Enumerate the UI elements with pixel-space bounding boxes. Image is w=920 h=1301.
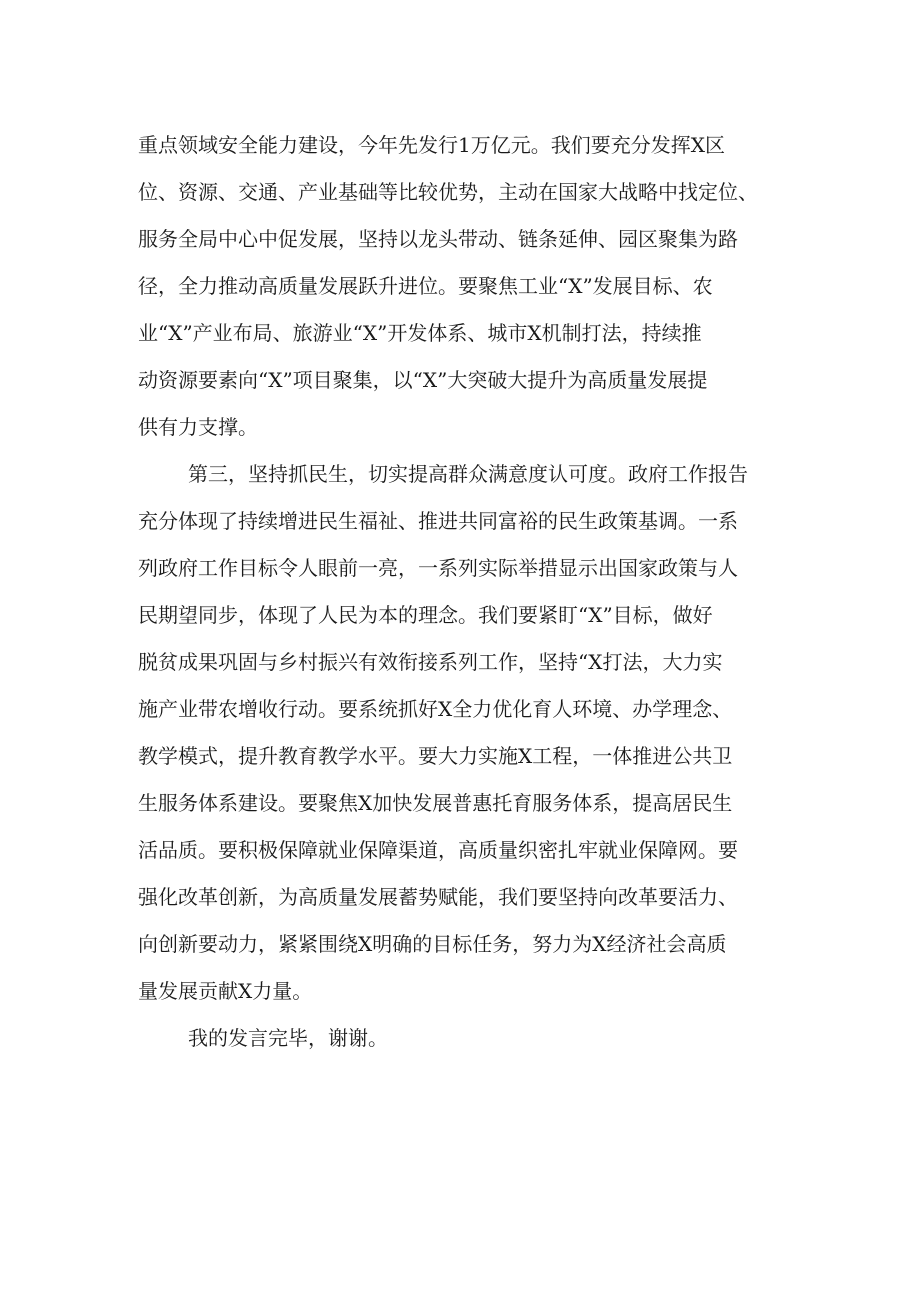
paragraph-line: 量发展贡献X力量。 <box>138 979 313 1003</box>
paragraph-line: 位、资源、交通、产业基础等比较优势，主动在国家大战略中找定位、 <box>138 180 758 204</box>
paragraph-line: 列政府工作目标令人眼前一亮，一系列实际举措显示出国家政策与人 <box>138 556 738 580</box>
paragraph-line: 脱贫成果巩固与乡村振兴有效衔接系列工作，坚持“X打法，大力实 <box>138 650 723 674</box>
paragraph-line: 教学模式，提升教育教学水平。要大力实施X工程，一体推进公共卫 <box>138 744 733 768</box>
paragraph-line: 民期望同步，体现了人民为本的理念。我们要紧盯“X”目标，做好 <box>138 603 713 627</box>
paragraph-line: 充分体现了持续增进民生福祉、推进共同富裕的民生政策基调。一系 <box>138 509 738 533</box>
paragraph-line: 强化改革创新，为高质量发展蓄势赋能，我们要坚持向改革要活力、 <box>138 885 738 909</box>
paragraph-1 <box>138 122 818 451</box>
paragraph-line: 服务全局中心中促发展，坚持以龙头带动、链条延伸、园区聚集为路 <box>138 227 738 251</box>
paragraph-line: 向创新要动力，紧紧围绕X明确的目标任务，努力为X经济社会高质 <box>138 932 727 956</box>
paragraph-line: 生服务体系建设。要聚焦X加快发展普惠托育服务体系，提高居民生 <box>138 791 733 815</box>
paragraph-line: 业“X”产业布局、旅游业“X”开发体系、城市X机制打法，持续推 <box>138 321 702 345</box>
paragraph-2 <box>138 451 818 1015</box>
paragraph-line: 供有力支撑。 <box>138 415 258 439</box>
document-body <box>138 122 818 1062</box>
paragraph-line: 施产业带农增收行动。要系统抓好X全力优化育人环境、办学理念、 <box>138 697 733 721</box>
paragraph-line: 动资源要素向“X”项目聚集，以“X”大突破大提升为高质量发展提 <box>138 368 708 392</box>
paragraph-line: 活品质。要积极保障就业保障渠道，高质量织密扎牢就业保障网。要 <box>138 838 738 862</box>
paragraph-line: 重点领域安全能力建设，今年先发行1万亿元。我们要充分发挥X区 <box>138 133 725 157</box>
paragraph-line: 径，全力推动高质量发展跃升进位。要聚焦工业“X”发展目标、农 <box>138 274 713 298</box>
closing-line: 我的发言完毕，谢谢。 <box>188 1026 388 1050</box>
paragraph-line: 第三，坚持抓民生，切实提高群众满意度认可度。政府工作报告 <box>188 462 748 486</box>
closing-paragraph <box>138 1015 818 1062</box>
